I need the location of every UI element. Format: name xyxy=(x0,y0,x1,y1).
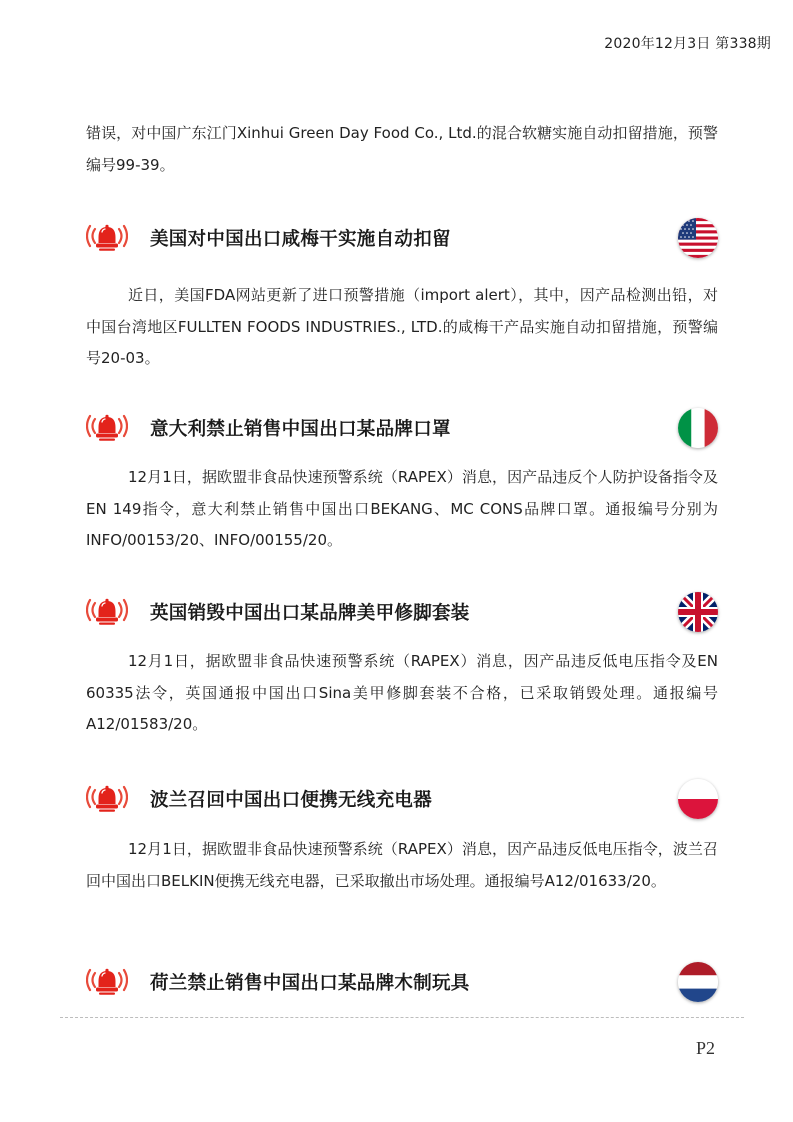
section-title: 英国销毁中国出口某品牌美甲修脚套装 xyxy=(150,603,470,624)
alarm-bell-icon xyxy=(86,597,128,627)
us-flag-icon xyxy=(678,218,718,258)
section-title: 荷兰禁止销售中国出口某品牌木制玩具 xyxy=(150,973,470,994)
section-body-italy: 12月1日，据欧盟非食品快速预警系统（RAPEX）消息，因产品违反个人防护设备指令及EN 149指令，意大利禁止销售中国出口BEKANG、MC CONS品牌口罩。通报编号分别为INFO/00153/20、INFO/00155/20。 xyxy=(86,468,718,549)
section-title: 意大利禁止销售中国出口某品牌口罩 xyxy=(150,419,451,440)
section-heading-netherlands xyxy=(86,962,718,1002)
page-number: P2 xyxy=(695,1038,715,1058)
section-title: 美国对中国出口咸梅干实施自动扣留 xyxy=(150,229,451,250)
section-heading-us xyxy=(86,218,718,258)
intro-paragraph: 错误，对中国广东江门Xinhui Green Day Food Co., Ltd.的混合软糖实施自动扣留措施，预警编号99-39。 xyxy=(86,124,718,174)
alarm-bell-icon xyxy=(86,967,128,997)
footer-divider xyxy=(60,1017,744,1018)
section-heading-poland xyxy=(86,779,718,819)
issue-date: 2020年12月3日 第338期 xyxy=(604,36,771,52)
section-body-poland: 12月1日，据欧盟非食品快速预警系统（RAPEX）消息，因产品违反低电压指令，波兰召回中国出口BELKIN便携无线充电器，已采取撤出市场处理。通报编号A12/01633/20。 xyxy=(86,840,718,890)
netherlands-flag-icon xyxy=(678,962,718,1002)
section-body-uk: 12月1日，据欧盟非食品快速预警系统（RAPEX）消息，因产品违反低电压指令及EN 60335法令，英国通报中国出口Sina美甲修脚套装不合格，已采取销毁处理。通报编号A12/01583/20。 xyxy=(86,652,718,733)
alarm-bell-icon xyxy=(86,784,128,814)
section-title: 波兰召回中国出口便携无线充电器 xyxy=(150,790,433,811)
section-heading-italy xyxy=(86,408,718,448)
alarm-bell-icon xyxy=(86,413,128,443)
italy-flag-icon xyxy=(678,408,718,448)
uk-flag-icon xyxy=(678,592,718,632)
alarm-bell-icon xyxy=(86,223,128,253)
poland-flag-icon xyxy=(678,779,718,819)
section-body-us: 近日，美国FDA网站更新了进口预警措施（import alert），其中，因产品检测出铅，对中国台湾地区FULLTEN FOODS INDUSTRIES., LTD.的咸梅干产品实施自动扣留措施，预警编号20-03。 xyxy=(86,286,718,367)
section-heading-uk xyxy=(86,592,718,632)
